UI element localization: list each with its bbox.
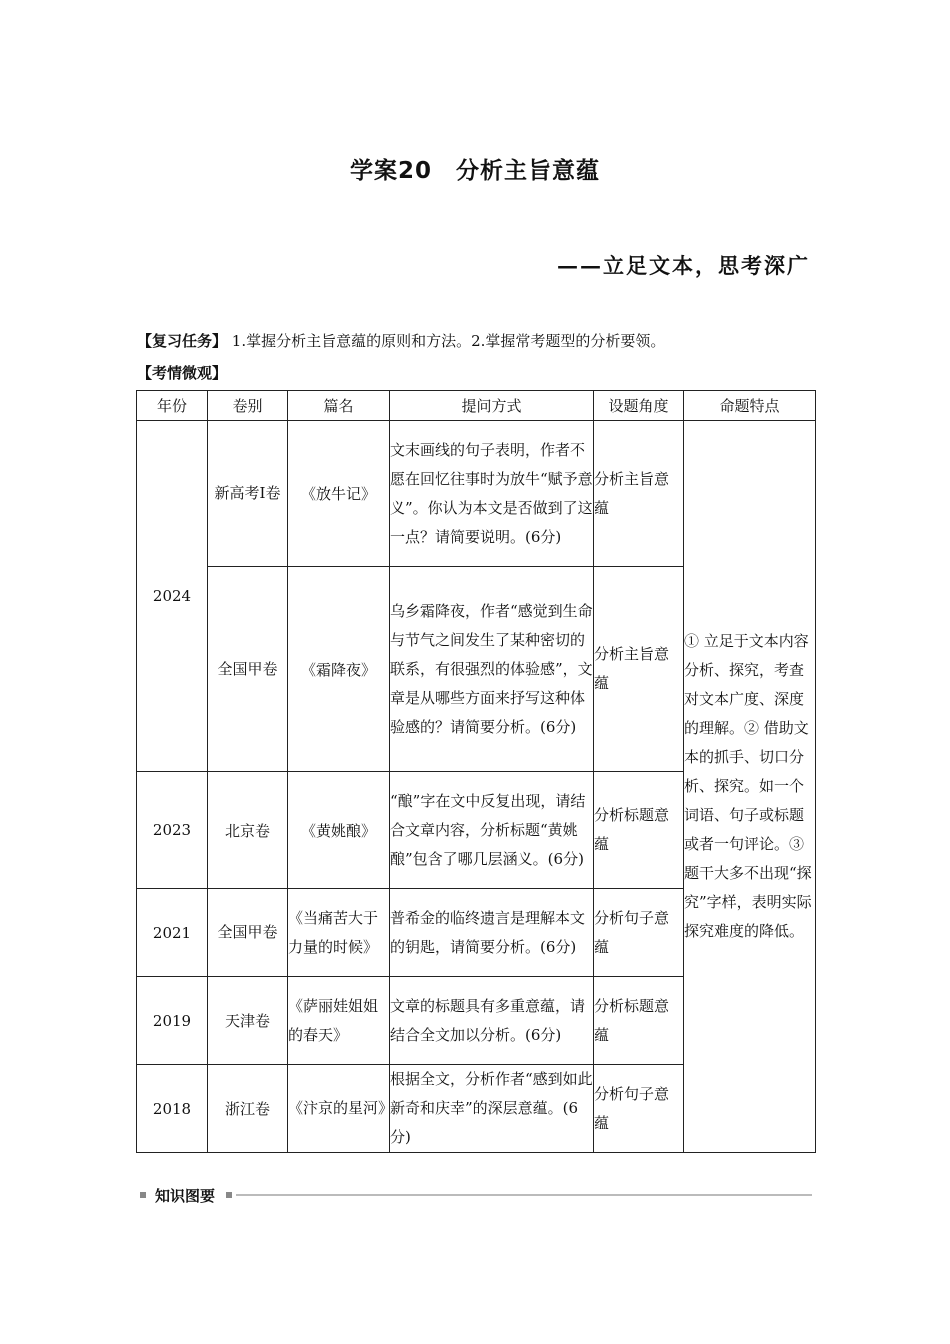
year-cell: 2023: [137, 772, 208, 889]
exam-table: [136, 390, 816, 1153]
article-cell: 《汴京的星河》: [288, 1065, 390, 1153]
angle-cell: 分析句子意蕴: [594, 1065, 684, 1153]
article-cell: 《霜降夜》: [288, 567, 390, 772]
review-task-label: 【复习任务】: [137, 332, 228, 350]
knowledge-banner: [140, 1184, 812, 1206]
banner-square-icon: [140, 1192, 146, 1198]
angle-cell: 分析标题意蕴: [594, 772, 684, 889]
column-header: 年份: [137, 391, 208, 421]
column-header: 设题角度: [594, 391, 684, 421]
question-cell: “酿”字在文中反复出现，请结合文章内容，分析标题“黄姚酿”包含了哪几层涵义。(6分): [390, 772, 594, 889]
article-cell: 《当痛苦大于力量的时候》: [288, 889, 390, 977]
article-cell: 《黄姚酿》: [288, 772, 390, 889]
angle-cell: 分析句子意蕴: [594, 889, 684, 977]
paper-cell: 北京卷: [208, 772, 288, 889]
angle-cell: 分析标题意蕴: [594, 977, 684, 1065]
year-cell: 2024: [137, 421, 208, 772]
paper-cell: 浙江卷: [208, 1065, 288, 1153]
angle-cell: 分析主旨意蕴: [594, 567, 684, 772]
year-cell: 2018: [137, 1065, 208, 1153]
column-header: 篇名: [288, 391, 390, 421]
year-cell: 2021: [137, 889, 208, 977]
review-task-text: 1.掌握分析主旨意蕴的原则和方法。2.掌握常考题型的分析要领。: [231, 332, 666, 350]
question-cell: 普希金的临终遗言是理解本文的钥匙，请简要分析。(6分): [390, 889, 594, 977]
table-header-row: [137, 391, 816, 421]
paper-cell: 天津卷: [208, 977, 288, 1065]
question-cell: 文章的标题具有多重意蕴，请结合全文加以分析。(6分): [390, 977, 594, 1065]
column-header: 命题特点: [684, 391, 816, 421]
question-cell: 乌乡霜降夜，作者“感觉到生命与节气之间发生了某种密切的联系，有很强烈的体验感”，文章是从哪些方面来抒写这种体验感的？请简要分析。(6分): [390, 567, 594, 772]
page-subtitle: ——立足文本，思考深广: [557, 253, 810, 278]
article-cell: 《萨丽娃姐姐的春天》: [288, 977, 390, 1065]
banner-square-icon: [226, 1192, 232, 1198]
paper-cell: 新高考Ⅰ卷: [208, 421, 288, 567]
features-cell: ① 立足于文本内容分析、探究，考查对文本广度、深度的理解。② 借助文本的抓手、切口分析、探究。如一个词语、句子或标题或者一句评论。③ 题干大多不出现“探究”字样，表明实际探究难度的降低。: [684, 421, 816, 1153]
year-cell: 2019: [137, 977, 208, 1065]
review-task: [137, 331, 665, 351]
table-row: [137, 421, 816, 567]
paper-cell: 全国甲卷: [208, 567, 288, 772]
exam-section-label: 【考情微观】: [137, 364, 228, 382]
article-cell: 《放牛记》: [288, 421, 390, 567]
banner-divider: [236, 1194, 812, 1196]
knowledge-banner-label: 知识图要: [155, 1187, 216, 1205]
page-title: 学案20 分析主旨意蕴: [349, 158, 600, 184]
column-header: 提问方式: [390, 391, 594, 421]
angle-cell: 分析主旨意蕴: [594, 421, 684, 567]
question-cell: 根据全文，分析作者“感到如此新奇和庆幸”的深层意蕴。(6分): [390, 1065, 594, 1153]
column-header: 卷别: [208, 391, 288, 421]
question-cell: 文末画线的句子表明，作者不愿在回忆往事时为放牛“赋予意义”。你认为本文是否做到了这一点？请简要说明。(6分): [390, 421, 594, 567]
paper-cell: 全国甲卷: [208, 889, 288, 977]
